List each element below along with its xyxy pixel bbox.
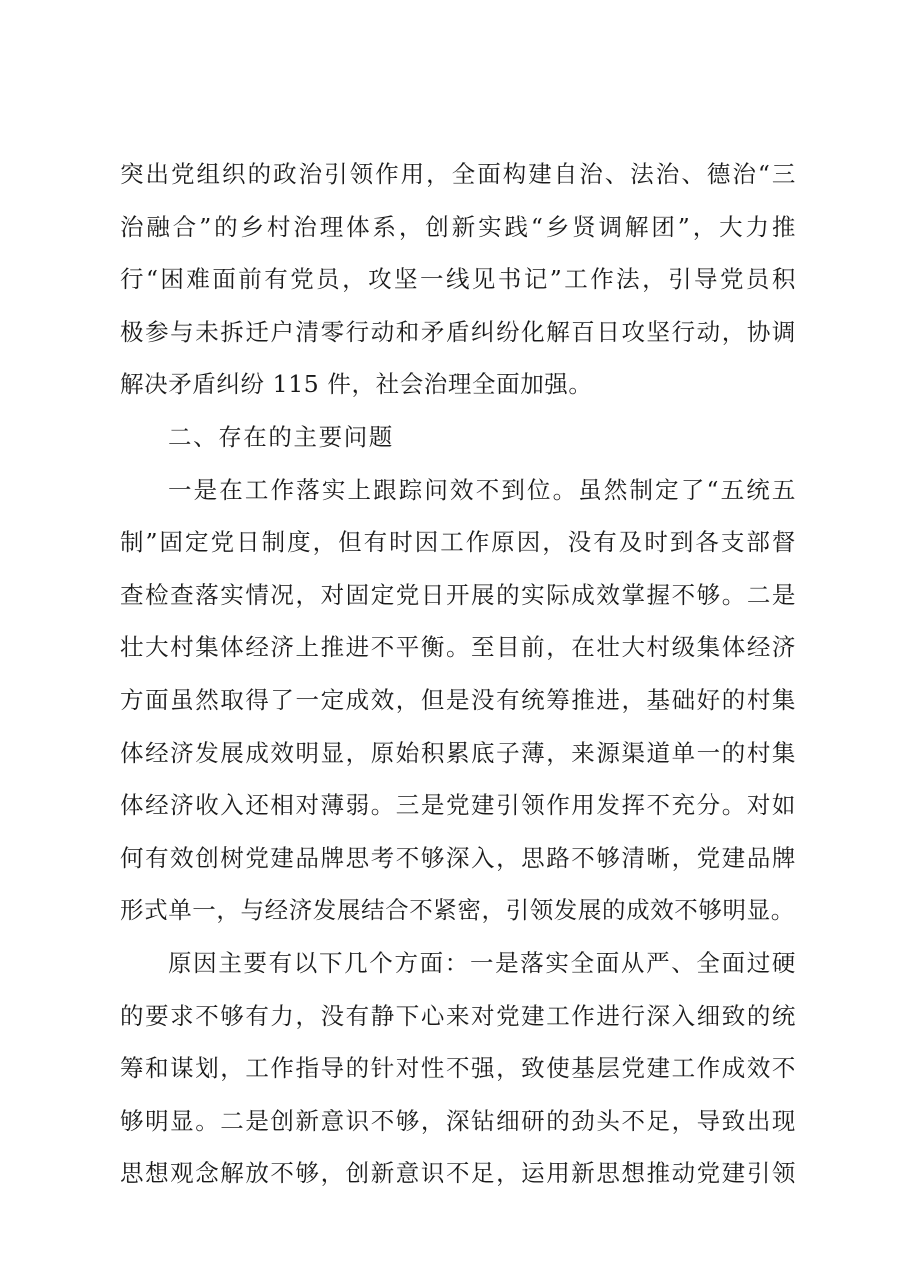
text-line: 极参与未拆迁户清零行动和矛盾纠纷化解百日攻坚行动，协调 (120, 317, 796, 346)
text-line: 突出党组织的政治引领作用，全面构建自治、法治、德治“三 (120, 160, 796, 188)
text-line: 解决矛盾纠纷 115 件，社会治理全面加强。 (120, 370, 593, 399)
text-line: 制”固定党日制度，但有时因工作原因，没有及时到各支部督 (120, 528, 796, 557)
text-line: 形式单一，与经济发展结合不紧密，引领发展的成效不够明显。 (120, 896, 795, 925)
text-line: 壮大村集体经济上推进不平衡。至目前，在壮大村级集体经济 (120, 633, 796, 662)
text-line: 思想观念解放不够，创新意识不足，运用新思想推动党建引领 (120, 1159, 796, 1188)
text-line: 方面虽然取得了一定成效，但是没有统筹推进，基础好的村集 (120, 685, 796, 714)
text-line: 筹和谋划，工作指导的针对性不强，致使基层党建工作成效不 (120, 1054, 796, 1083)
text-line: 体经济收入还相对薄弱。三是党建引领作用发挥不充分。对如 (120, 791, 796, 820)
text-line: 行“困难面前有党员，攻坚一线见书记”工作法，引导党员积 (120, 265, 796, 294)
text-line: 够明显。二是创新意识不够，深钻细研的劲头不足，导致出现 (120, 1106, 796, 1135)
paragraph-first-line: 一是在工作落实上跟踪问效不到位。虽然制定了“五统五 (168, 475, 796, 504)
text-line: 体经济发展成效明显，原始积累底子薄，来源渠道单一的村集 (120, 738, 796, 767)
paragraph-first-line: 原因主要有以下几个方面：一是落实全面从严、全面过硬 (168, 948, 796, 977)
text-line: 的要求不够有力，没有静下心来对党建工作进行深入细致的统 (120, 1001, 796, 1030)
text-line: 何有效创树党建品牌思考不够深入，思路不够清晰，党建品牌 (120, 843, 796, 872)
text-line: 治融合”的乡村治理体系，创新实践“乡贤调解团”，大力推 (120, 212, 796, 241)
section-heading: 二、存在的主要问题 (168, 422, 394, 451)
document-body (120, 148, 796, 1200)
text-line: 查检查落实情况，对固定党日开展的实际成效掌握不够。二是 (120, 580, 796, 609)
